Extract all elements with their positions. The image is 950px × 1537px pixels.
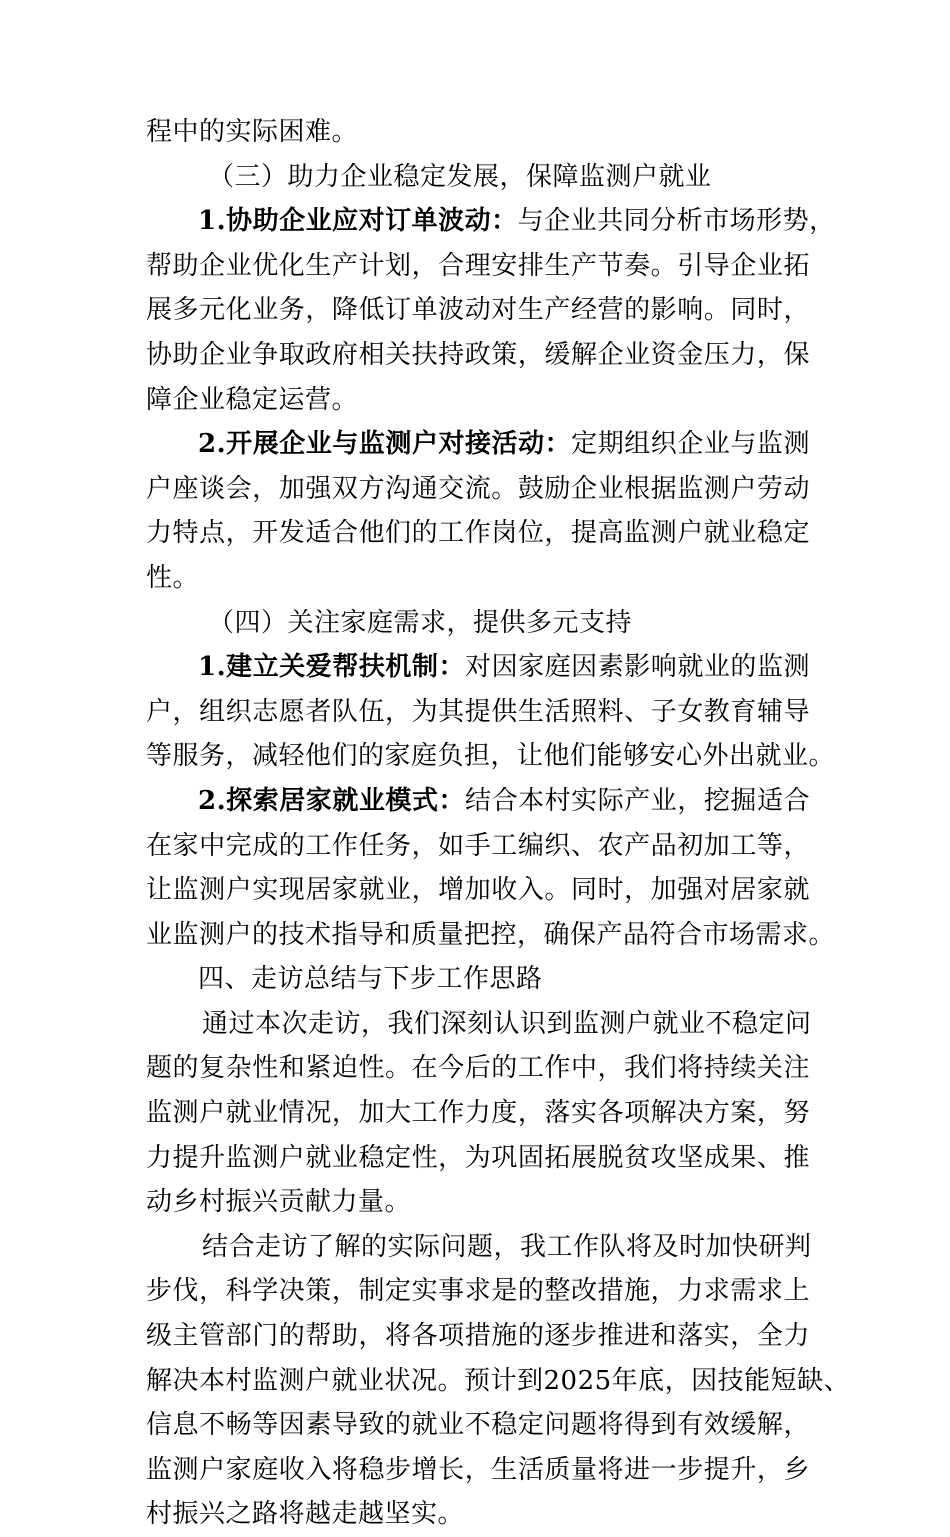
summary-para-1-line-5: 动乡村振兴贡献力量。 — [146, 1187, 412, 1218]
item-4-1-line-3: 等服务，减轻他们的家庭负担，让他们能够安心外出就业。 — [146, 741, 836, 772]
summary-para-2-line-5: 信息不畅等因素导致的就业不稳定问题将得到有效缓解， — [146, 1410, 810, 1441]
summary-para-2-line-7: 村振兴之路将越走越坚实。 — [146, 1499, 465, 1530]
document-page — [146, 110, 851, 1537]
item-4-2-line-4: 业监测户的技术指导和质量把控，确保产品符合市场需求。 — [146, 919, 836, 950]
item-4-2-line-3: 让监测户实现居家就业，增加收入。同时，加强对居家就 — [146, 875, 810, 906]
item-4-2-text: 结合本村实际产业，挖掘适合 — [465, 785, 810, 816]
item-3-2-text: 定期组织企业与监测 — [571, 429, 810, 460]
summary-para-1-line-4: 力提升监测户就业稳定性，为巩固拓展脱贫攻坚成果、推 — [146, 1142, 810, 1173]
item-3-1-lead: 1.协助企业应对订单波动： — [198, 206, 518, 237]
summary-para-2-line-4: 解决本村监测户就业状况。预计到2025年底，因技能短缺、 — [146, 1365, 851, 1396]
item-4-2-line-1 — [146, 779, 810, 824]
summary-para-2-line-3: 级主管部门的帮助，将各项措施的逐步推进和落实，全力 — [146, 1321, 810, 1352]
item-4-1-text: 对因家庭因素影响就业的监测 — [465, 652, 810, 683]
summary-para-2-line-2: 步伐，科学决策，制定实事求是的整改措施，力求需求上 — [146, 1276, 810, 1307]
item-3-1-line-5: 障企业稳定运营。 — [146, 384, 359, 415]
item-3-1-line-4: 协助企业争取政府相关扶持政策，缓解企业资金压力，保 — [146, 339, 810, 370]
summary-para-1-line-2: 题的复杂性和紧迫性。在今后的工作中，我们将持续关注 — [146, 1053, 810, 1084]
item-3-1-line-2: 帮助企业优化生产计划，合理安排生产节奏。引导企业拓 — [146, 250, 810, 281]
item-3-2-line-2: 户座谈会，加强双方沟通交流。鼓励企业根据监测户劳动 — [146, 473, 810, 504]
item-3-1-line-3: 展多元化业务，降低订单波动对生产经营的影响。同时， — [146, 295, 810, 326]
item-3-1-line-1 — [146, 199, 836, 244]
paragraph-continuation: 程中的实际困难。 — [146, 117, 359, 147]
summary-para-1-line-3: 监测户就业情况，加大工作力度，落实各项解决方案，努 — [146, 1098, 810, 1129]
subsection-heading-4: （四）关注家庭需求，提供多元支持 — [208, 607, 633, 638]
item-3-1-text: 与企业共同分析市场形势， — [517, 206, 836, 237]
item-4-2-lead: 2.探索居家就业模式： — [198, 785, 466, 816]
item-3-2-lead: 2.开展企业与监测户对接活动： — [198, 429, 572, 460]
summary-para-1-line-1: 通过本次走访，我们深刻认识到监测户就业不稳定问 — [202, 1008, 812, 1039]
summary-para-2-line-6: 监测户家庭收入将稳步增长，生活质量将进一步提升，乡 — [146, 1454, 810, 1485]
section-heading-4: 四、走访总结与下步工作思路 — [198, 964, 543, 995]
item-3-2-line-4: 性。 — [146, 562, 200, 593]
summary-para-2-line-1: 结合走访了解的实际问题，我工作队将及时加快研判 — [202, 1231, 812, 1262]
item-3-2-line-3: 力特点，开发适合他们的工作岗位，提高监测户就业稳定 — [146, 518, 810, 549]
item-4-1-lead: 1.建立关爱帮扶机制： — [198, 652, 466, 683]
item-3-2-line-1 — [146, 422, 810, 467]
item-4-2-line-2: 在家中完成的工作任务，如手工编织、农产品初加工等， — [146, 830, 810, 861]
item-4-1-line-1 — [146, 645, 810, 690]
subsection-heading-3: （三）助力企业稳定发展，保障监测户就业 — [208, 161, 712, 192]
item-4-1-line-2: 户，组织志愿者队伍，为其提供生活照料、子女教育辅导 — [146, 696, 810, 727]
